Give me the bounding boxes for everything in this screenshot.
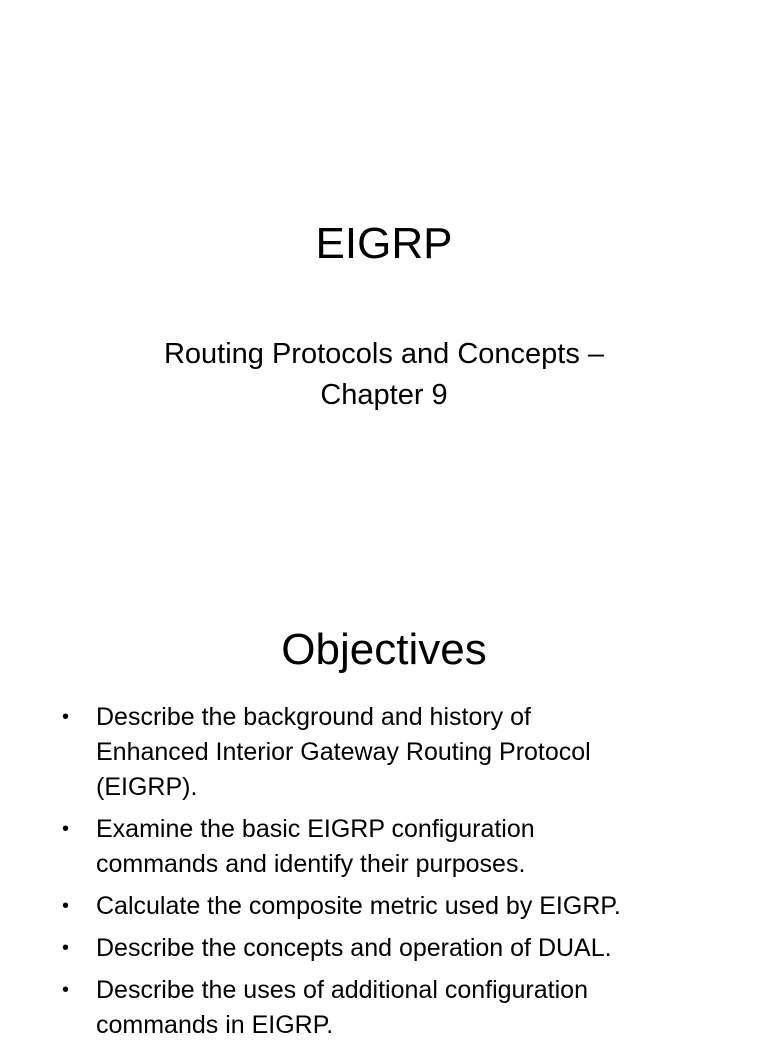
bullet-icon: • [62,706,70,728]
objective-item [62,931,742,966]
objective-line: Describe the concepts and operation of DUAL. [96,934,612,962]
objective-line: Describe the background and history of [96,703,531,731]
objective-line: (EIGRP). [96,773,198,801]
objective-line: commands and identify their purposes. [96,850,526,878]
objective-line: Calculate the composite metric used by EIGRP. [96,892,621,920]
subtitle-line: Routing Protocols and Concepts – [163,338,605,370]
slide-subtitle [0,334,768,416]
subtitle-line: Chapter 9 [320,379,448,411]
objective-line: commands in EIGRP. [96,1011,334,1039]
objective-item [62,812,742,882]
objective-item [62,889,742,924]
objectives-title: Objectives [281,625,487,674]
objectives-list [62,700,742,1050]
bullet-icon: • [62,979,70,1001]
bullet-icon: • [62,937,70,959]
slide-title: EIGRP [315,219,453,268]
objective-line: Examine the basic EIGRP configuration [96,815,535,843]
objective-line: Enhanced Interior Gateway Routing Protocol [96,738,591,766]
bullet-icon: • [62,818,70,840]
objective-item [62,700,742,805]
bullet-icon: • [62,895,70,917]
objective-line: Describe the uses of additional configuration [96,976,588,1004]
objectives-slide [0,576,768,1039]
objective-item [62,973,742,1043]
